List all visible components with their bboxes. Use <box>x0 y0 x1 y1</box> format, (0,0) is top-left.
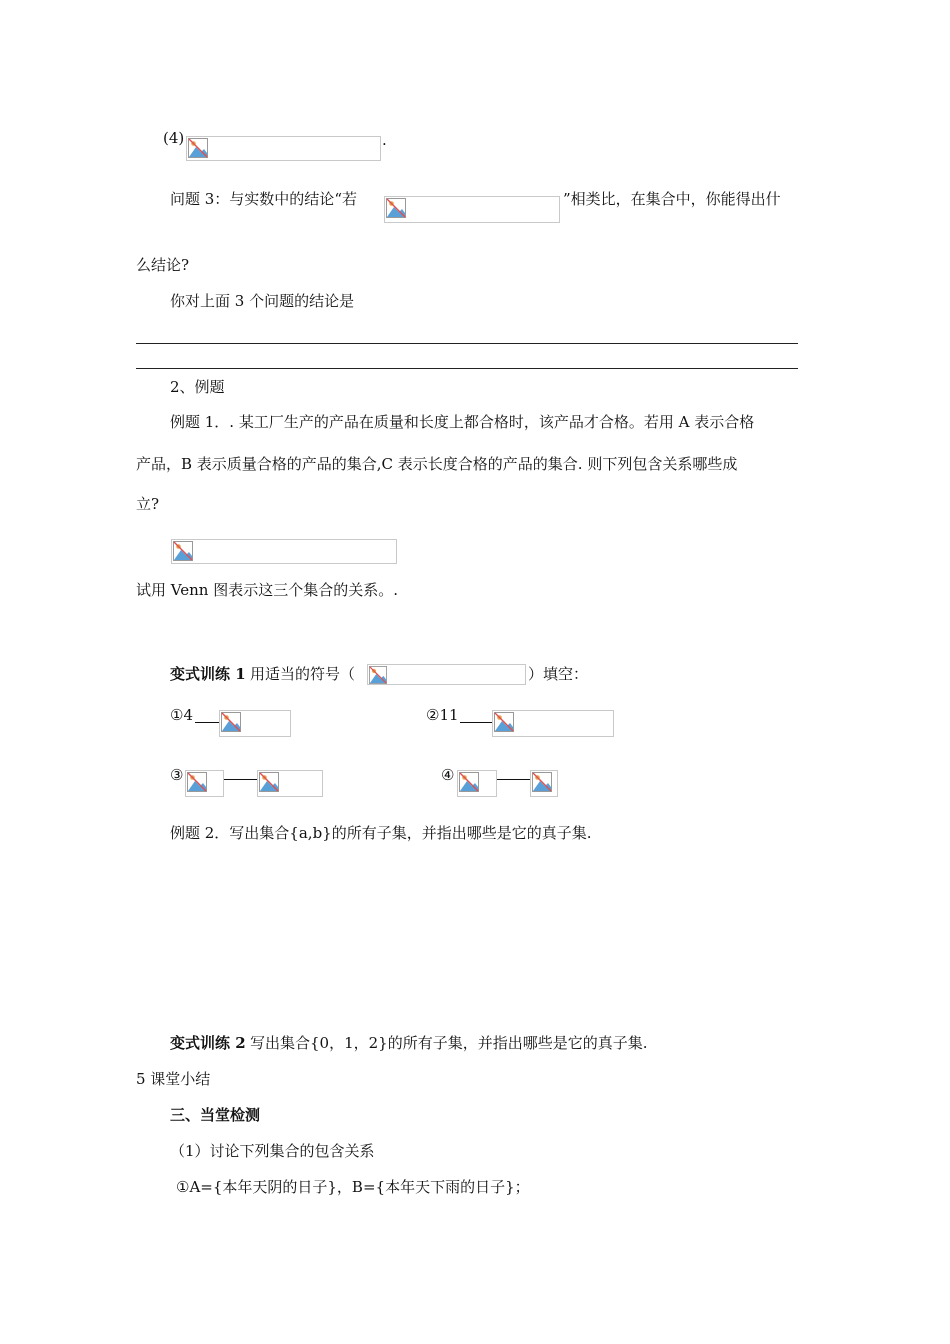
formula-image-10 <box>530 770 558 797</box>
item-4-period: . <box>382 131 387 149</box>
broken-image-icon <box>386 198 406 218</box>
blank-item-4-label: ④ <box>441 766 455 784</box>
example-1-line-2: 产品，B 表示质量合格的产品的集合,C 表示长度合格的产品的集合. 则下列包含关系哪些成 <box>136 455 738 473</box>
question-3-part1: 问题 3：与实数中的结论“若 <box>170 190 357 208</box>
blank-line-4 <box>497 779 530 780</box>
formula-image-5 <box>219 710 291 737</box>
drill-1-end: ）填空： <box>528 665 589 683</box>
formula-image-3 <box>171 539 397 564</box>
broken-image-icon <box>369 666 387 684</box>
question-3-part3: 么结论? <box>136 256 190 274</box>
drill-1-text: 用适当的符号（ <box>250 665 356 683</box>
broken-image-icon <box>259 772 279 792</box>
check-1-item-1: ①A={本年天阴的日子}，B={本年天下雨的日子}； <box>176 1178 530 1196</box>
example-2-text: 例题 2．写出集合{a,b}的所有子集，并指出哪些是它的真子集. <box>170 824 592 842</box>
blank-item-2-label: ②11 <box>426 706 459 724</box>
item-4-label: (4) <box>163 129 185 147</box>
example-1-line-3: 立? <box>136 495 160 513</box>
drill-2-text: 写出集合{0，1，2}的所有子集，并指出哪些是它的真子集. <box>250 1034 648 1052</box>
check-1-prompt: （1）讨论下列集合的包含关系 <box>170 1142 375 1160</box>
answer-line-1 <box>136 343 798 344</box>
section-5-summary: 5 课堂小结 <box>136 1070 211 1088</box>
blank-line-2 <box>460 722 492 723</box>
broken-image-icon <box>187 772 207 792</box>
question-3-part2: ”相类比，在集合中，你能得出什 <box>563 190 781 208</box>
blank-item-1-label: ①4 <box>170 706 193 724</box>
drill-2-label: 变式训练 2 <box>170 1034 246 1052</box>
formula-image-2 <box>384 196 560 223</box>
summary-prompt: 你对上面 3 个问题的结论是 <box>170 292 355 310</box>
formula-image-6 <box>492 710 614 737</box>
section-2-heading: 2、例题 <box>170 378 225 396</box>
blank-line-3 <box>224 779 257 780</box>
blank-line-1 <box>195 722 219 723</box>
broken-image-icon <box>221 712 241 732</box>
formula-image-7 <box>185 770 224 797</box>
broken-image-icon <box>459 772 479 792</box>
section-3-heading: 三、当堂检测 <box>170 1106 261 1124</box>
answer-line-2 <box>136 368 798 369</box>
venn-prompt: 试用 Venn 图表示这三个集合的关系。. <box>136 581 398 599</box>
broken-image-icon <box>173 541 193 561</box>
formula-image-9 <box>457 770 497 797</box>
broken-image-icon <box>188 138 208 158</box>
formula-image-1 <box>186 136 381 161</box>
blank-item-3-label: ③ <box>170 766 184 784</box>
broken-image-icon <box>532 772 552 792</box>
formula-image-8 <box>257 770 323 797</box>
broken-image-icon <box>494 712 514 732</box>
example-1-line-1: 例题 1．. 某工厂生产的产品在质量和长度上都合格时，该产品才合格。若用 A 表示合格 <box>170 413 755 431</box>
formula-image-4 <box>367 664 526 685</box>
drill-1-label: 变式训练 1 <box>170 665 246 683</box>
